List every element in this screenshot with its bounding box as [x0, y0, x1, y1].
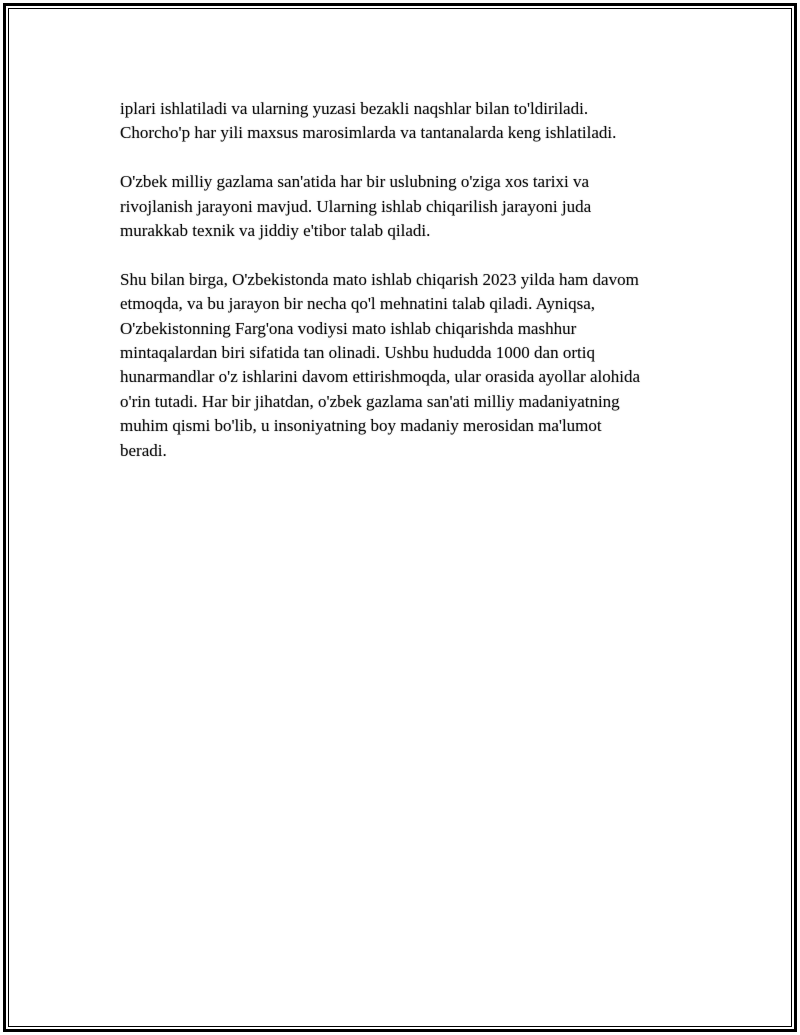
page-border	[3, 3, 797, 1032]
paragraph-2: O'zbek milliy gazlama san'atida har bir uslubning o'ziga xos tarixi va rivojlanish jarayoni mavjud. Ularning ishlab chiqarilish jarayoni juda murakkab texnik va jiddiy e'tibor talab qiladi.	[120, 172, 592, 241]
document-body	[120, 97, 700, 463]
paragraph-3: Shu bilan birga, O'zbekistonda mato ishlab chiqarish 2023 yilda ham davom etmoqda, va bu jarayon bir necha qo'l mehnatini talab qiladi. Ayniqsa, O'zbekistonning Farg'ona vodiysi mato ishlab chiqarishda mashhur mintaqalardan biri sifatida tan olinadi. Ushbu hududda 1000 dan ortiq hunarmandlar o'z ishlarini davom ettirishmoqda, ular orasida ayollar alohida o'rin tutadi. Har bir jihatdan, o'zbek gazlama san'ati milliy madaniyatning muhim qismi bo'lib, u insoniyatning boy madaniy merosidan ma'lumot beradi.	[120, 269, 640, 460]
paragraph-1: iplari ishlatiladi va ularning yuzasi bezakli naqshlar bilan to'ldiriladi. Chorcho'p har yili maxsus marosimlarda va tantanalarda keng ishlatiladi.	[120, 99, 617, 143]
